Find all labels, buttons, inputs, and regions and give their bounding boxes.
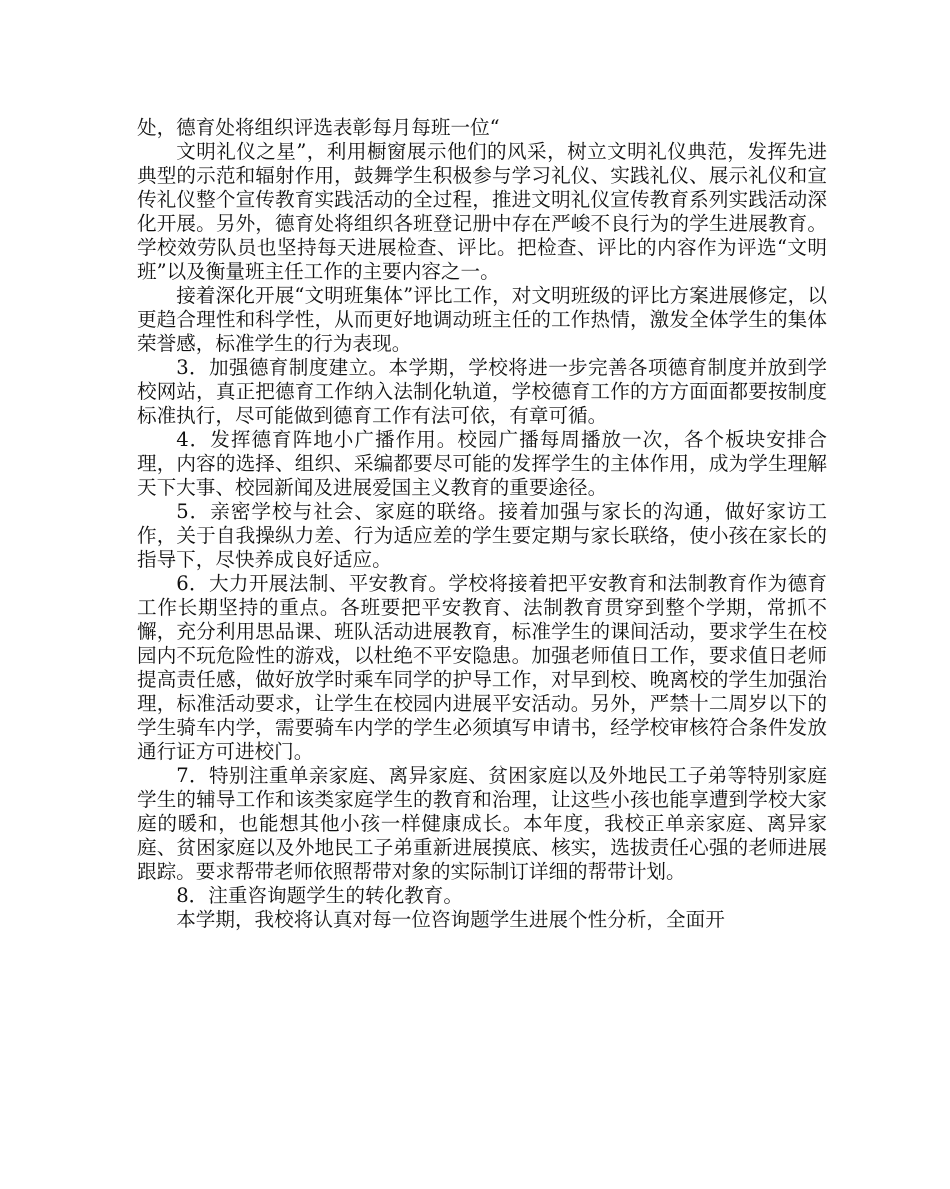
paragraph-item-6: 6．大力开展法制、平安教育。学校将接着把平安教育和法制教育作为德育工作长期坚持的重点。各班要把平安教育、法制教育贯穿到整个学期，常抓不懈，充分利用思品课、班队活动进展教育，标准学生的课间活动，要求学生在校园内不玩危险性的游戏，以杜绝不平安隐患。加强老师值日工作，要求值日老师提高责任感，做好放学时乘车同学的护导工作，对早到校、晚离校的学生加强治理，标准活动要求，让学生在校园内进展平安活动。另外，严禁十二周岁以下的学生骑车内学，需要骑车内学的学生必须填写申请书，经学校审核符合条件发放通行证方可进校门。 (137, 572, 827, 763)
paragraph-item-7: 7．特别注重单亲家庭、离异家庭、贫困家庭以及外地民工子弟等特别家庭学生的辅导工作和该类家庭学生的教育和治理，让这些小孩也能享遭到学校大家庭的暖和，也能想其他小孩一样健康成长。本年度，我校正单亲家庭、离异家庭、贫困家庭以及外地民工子弟重新进展摸底、核实，选拔责任心强的老师进展跟踪。要求帮带老师依照帮带对象的实际制订详细的帮带计划。 (137, 764, 827, 883)
document-page (137, 116, 827, 932)
paragraph-item-4: 4．发挥德育阵地小广播作用。校园广播每周播放一次，各个板块安排合理，内容的选择、组织、采编都要尽可能的发挥学生的主体作用，成为学生理解天下大事、校园新闻及进展爱国主义教育的重要途径。 (137, 428, 827, 499)
paragraph-semester: 本学期，我校将认真对每一位咨询题学生进展个性分析，全面开 (176, 908, 725, 931)
paragraph-civilized-class: 接着深化开展“文明班集体”评比工作，对文明班级的评比方案进展修定，以更趋合理性和科学性，从而更好地调动班主任的工作热情，激发全体学生的集体荣誉感，标准学生的行为表现。 (137, 284, 827, 355)
paragraph-etiquette-star: 文明礼仪之星”，利用橱窗展示他们的风采，树立文明礼仪典范，发挥先进典型的示范和辐射作用，鼓舞学生积极参与学习礼仪、实践礼仪、展示礼仪和宣传礼仪整个宣传教育实践活动的全过程，推进文明礼仪宣传教育系列实践活动深化开展。另外，德育处将组织各班登记册中存在严峻不良行为的学生进展教育。学校效劳队员也坚持每天进展检查、评比。把检查、评比的内容作为评选“文明班”以及衡量班主任工作的主要内容之一。 (137, 140, 827, 283)
paragraph-item-5: 5．亲密学校与社会、家庭的联络。接着加强与家长的沟通，做好家访工作，关于自我操纵力差、行为适应差的学生要定期与家长联络，使小孩在家长的指导下，尽快养成良好适应。 (137, 500, 827, 571)
paragraph-item-3: 3．加强德育制度建立。本学期，学校将进一步完善各项德育制度并放到学校网站，真正把德育工作纳入法制化轨道，学校德育工作的方方面面都要按制度标准执行，尽可能做到德育工作有法可依，有章可循。 (137, 356, 827, 427)
paragraph-continuation: 处，德育处将组织评选表彰每月每班一位“ (137, 116, 500, 139)
paragraph-item-8: 8．注重咨询题学生的转化教育。 (176, 884, 463, 907)
